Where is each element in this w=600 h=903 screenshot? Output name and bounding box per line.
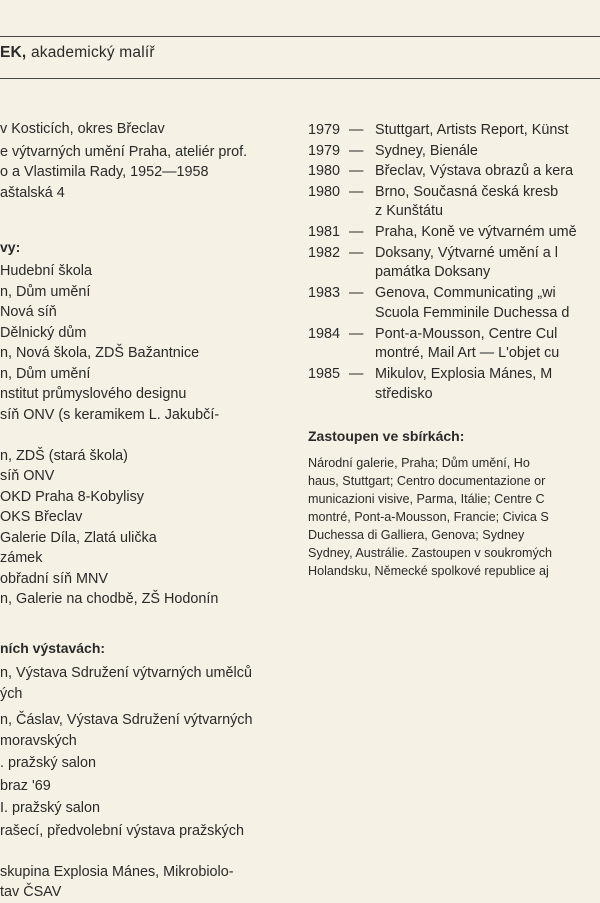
list-item: n, Čáslav, Výstava Sdružení výtvarných <box>0 712 253 728</box>
list-item: I. pražský salon <box>0 800 100 816</box>
entry-year: 1979 <box>308 122 341 138</box>
list-item: tav ČSAV <box>0 884 62 900</box>
artist-title: akademický malíř <box>30 44 155 61</box>
bio-line: e výtvarných umění Praha, ateliér prof. <box>0 143 248 160</box>
exhibition-entry <box>308 182 600 221</box>
entry-year: 1979 <box>308 142 341 159</box>
list-item: OKS Břeclav <box>0 509 83 525</box>
top-rule <box>0 36 600 37</box>
entry-dash: — <box>349 122 364 138</box>
collections-line: montré, Pont-a-Mousson, Francie; Civica S <box>308 510 549 524</box>
entry-text: Mikulov, Explosia Mánes, M <box>375 366 553 382</box>
entry-text: Scuola Femminile Duchessa d <box>375 304 570 321</box>
list-item: skupina Explosia Mánes, Mikrobiolo- <box>0 863 234 880</box>
exhibition-entry <box>308 324 600 363</box>
entry-text: montré, Mail Art — L'objet cu <box>375 345 560 361</box>
entry-text: Doksany, Výtvarné umění a l <box>375 244 558 261</box>
entry-text: památka Doksany <box>375 264 491 280</box>
exhibition-entry <box>308 243 600 282</box>
collections-line: Holandsku, Německé spolkové republice aj <box>308 564 549 578</box>
exhibition-entry <box>308 141 600 162</box>
list-item: OKD Praha 8-Kobylisy <box>0 488 144 505</box>
list-item: n, Dům umění <box>0 283 91 300</box>
list-item: . pražský salon <box>0 755 96 771</box>
entry-dash: — <box>349 142 364 159</box>
collections-line: municazioni visive, Parma, Itálie; Centre C <box>308 492 545 506</box>
entry-text: Břeclav, Výstava obrazů a kera <box>375 163 574 179</box>
list-item: Hudební škola <box>0 263 93 279</box>
solo-exhibitions-list <box>0 261 290 610</box>
entry-text: z Kunštátu <box>375 203 443 219</box>
bio-block <box>0 119 290 203</box>
entry-dash: — <box>349 183 364 200</box>
collections-line: Národní galerie, Praha; Dům umění, Ho <box>308 456 530 470</box>
bio-line: aštalská 4 <box>0 184 65 201</box>
entry-year: 1984 <box>308 325 341 342</box>
exhibition-entry <box>308 120 600 141</box>
list-item: n, Dům umění <box>0 365 91 382</box>
list-item: obřadní síň MNV <box>0 570 108 587</box>
entry-text: Brno, Současná česká kresb <box>375 183 559 200</box>
list-item <box>0 841 290 862</box>
list-item: ých <box>0 685 23 702</box>
entry-text: Pont-a-Mousson, Centre Cul <box>375 325 558 342</box>
entry-year: 1980 <box>308 183 341 200</box>
collections-line: Duchessa di Galliera, Genova; Sydney <box>308 528 525 542</box>
list-item: n, Nová škola, ZDŠ Bažantnice <box>0 345 200 361</box>
page-header <box>0 44 155 62</box>
collections-line: Sydney, Austrálie. Zastoupen v soukromých <box>308 546 553 560</box>
entry-dash: — <box>349 366 364 382</box>
exhibition-entry <box>308 364 600 403</box>
collections-text <box>308 454 600 580</box>
entry-text: Stuttgart, Artists Report, Künst <box>375 122 569 138</box>
entry-year: 1983 <box>308 285 341 301</box>
list-item: n, Výstava Sdružení výtvarných umělců <box>0 665 252 681</box>
solo-exhibitions-heading: vy: <box>0 239 21 255</box>
list-item: síň ONV (s keramikem L. Jakubčí- <box>0 406 220 423</box>
exhibition-entry <box>308 222 600 243</box>
entry-year: 1985 <box>308 366 341 382</box>
entry-text: Genova, Communicating „wi <box>375 285 556 301</box>
entry-dash: — <box>349 224 364 240</box>
list-item: Nová síň <box>0 304 57 320</box>
list-item: nstitut průmyslového designu <box>0 386 187 402</box>
list-item: rašecí, předvolební výstava pražských <box>0 822 244 839</box>
entry-text: Praha, Koně ve výtvarném umě <box>375 224 577 240</box>
entry-year: 1982 <box>308 244 341 261</box>
list-item: síň ONV <box>0 468 55 484</box>
list-item: n, Galerie na chodbě, ZŠ Hodonín <box>0 591 219 607</box>
list-item: zámek <box>0 550 43 566</box>
collections-line: haus, Stuttgart; Centro documentazione or <box>308 474 546 488</box>
exhibition-entry <box>308 161 600 182</box>
entry-dash: — <box>349 325 364 342</box>
group-exhibitions-list <box>0 663 290 903</box>
entry-year: 1981 <box>308 224 341 240</box>
list-item: n, ZDŠ (stará škola) <box>0 447 128 464</box>
artist-name: EK, <box>0 44 27 61</box>
list-item <box>0 425 290 446</box>
header-rule <box>0 78 600 79</box>
list-item: braz '69 <box>0 777 51 794</box>
entry-year: 1980 <box>308 163 341 179</box>
list-item: moravských <box>0 732 77 749</box>
bio-line: o a Vlastimila Rady, 1952—1958 <box>0 164 209 180</box>
list-item: Galerie Díla, Zlatá ulička <box>0 529 157 546</box>
entry-dash: — <box>349 285 364 301</box>
entry-text: Sydney, Bienále <box>375 142 478 159</box>
entry-dash: — <box>349 244 364 261</box>
group-exhibitions-right <box>308 120 600 403</box>
bio-line: v Kosticích, okres Břeclav <box>0 121 165 137</box>
exhibition-entry <box>308 283 600 322</box>
collections-heading: Zastoupen ve sbírkách: <box>308 428 465 444</box>
entry-dash: — <box>349 163 364 179</box>
entry-text: středisko <box>375 385 433 402</box>
list-item: Dělnický dům <box>0 324 87 341</box>
group-exhibitions-heading: ních výstavách: <box>0 640 106 656</box>
